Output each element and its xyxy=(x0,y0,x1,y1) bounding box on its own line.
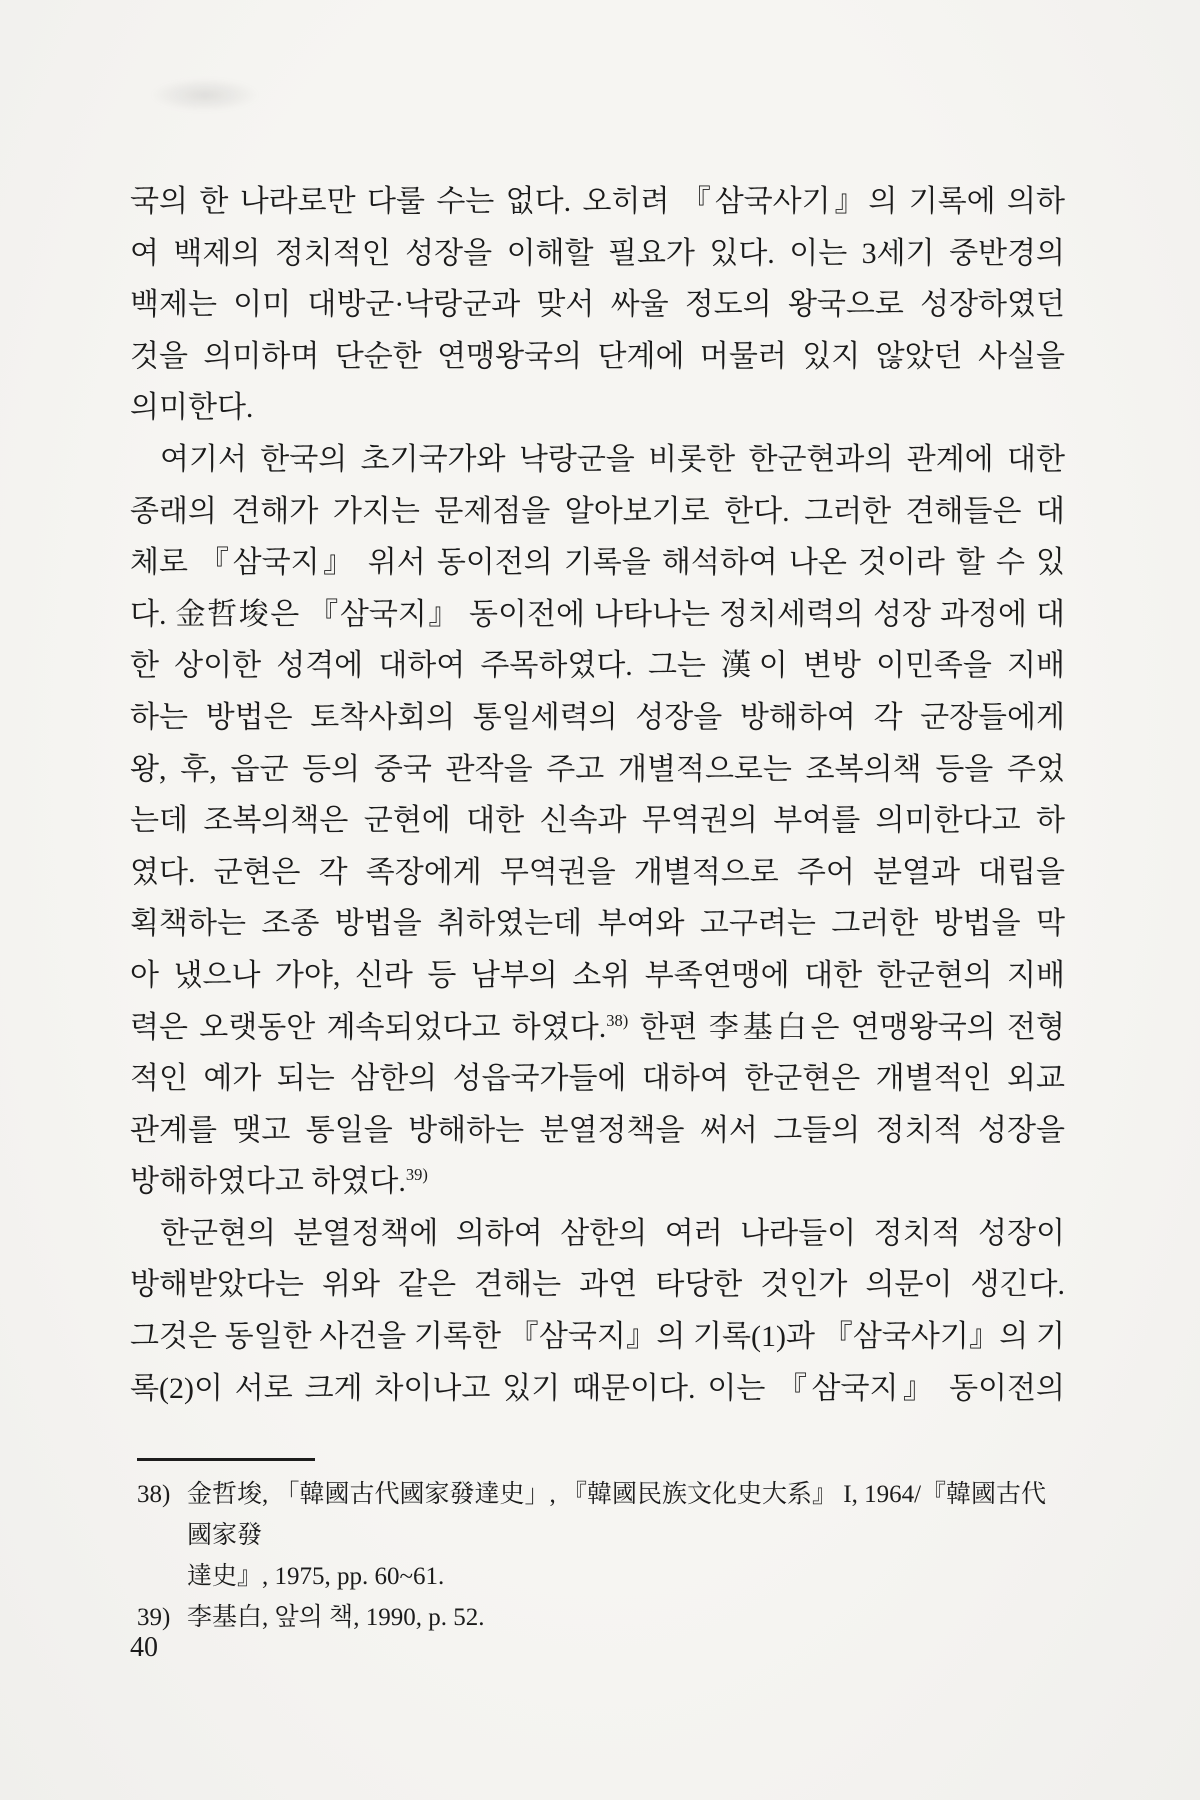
text-line: 다. 金哲埈은 『삼국지』 동이전에 나타나는 정치세력의 성장 과정에 대 xyxy=(130,597,1065,631)
page-number: 40 xyxy=(130,1632,158,1663)
text-line: 는데 조복의책은 군현에 대한 신속과 무역권의 부여를 의미한다고 하 xyxy=(130,804,1065,838)
text-line: 의미한다. xyxy=(130,391,254,425)
body-text xyxy=(130,176,1065,1414)
text-line: 였다. 군현은 각 족장에게 무역권을 개별적으로 주어 분열과 대립을 xyxy=(130,855,1065,889)
text-line: 아 냈으나 가야, 신라 등 남부의 소위 부족연맹에 대한 한군현의 지배 xyxy=(130,958,1065,992)
footnote-item xyxy=(137,1597,1067,1638)
footnotes xyxy=(137,1474,1067,1638)
text-line: 종래의 견해가 가지는 문제점을 알아보기로 한다. 그러한 견해들은 대 xyxy=(130,494,1065,528)
footnote-line: 李基白, 앞의 책, 1990, p. 52. xyxy=(187,1604,485,1631)
text-line: 록(2)이 서로 크게 차이나고 있기 때문이다. 이는 『삼국지』 동이전의 xyxy=(130,1371,1065,1405)
text-line: 체로 『삼국지』 위서 동이전의 기록을 해석하여 나온 것이라 할 수 있 xyxy=(130,546,1065,580)
footnote-ref: 38) xyxy=(606,1010,629,1030)
text-line: 력은 오랫동안 계속되었다고 하였다.$^{38)}$ 한편 李基白은 연맹왕국의 전형 xyxy=(130,1010,1065,1044)
footnote-separator-rule xyxy=(137,1458,315,1461)
text-line: 여 백제의 정치적인 성장을 이해할 필요가 있다. 이는 3세기 중반경의 xyxy=(130,236,1065,270)
text-line: 방해하였다고 하였다.$^{39)}$ xyxy=(130,1165,428,1199)
footnote-line: 金哲埈, 「韓國古代國家發達史」, 『韓國民族文化史大系』 I, 1964/『韓國古代國家發 xyxy=(187,1481,1047,1549)
text-line: 방해받았다는 위와 같은 견해는 과연 타당한 것인가 의문이 생긴다. xyxy=(130,1268,1065,1302)
text-line: 한 상이한 성격에 대하여 주목하였다. 그는 漢이 변방 이민족을 지배 xyxy=(130,649,1065,683)
scan-smudge-artifact xyxy=(150,78,260,112)
text-line: 그것은 동일한 사건을 기록한 『삼국지』의 기록(1)과 『삼국사기』의 기 xyxy=(130,1320,1065,1354)
footnote-text xyxy=(187,1474,1067,1597)
text-line: 적인 예가 되는 삼한의 성읍국가들에 대하여 한군현은 개별적인 외교 xyxy=(130,1062,1065,1096)
footnote-ref: 39) xyxy=(405,1165,428,1185)
text-line: 여기서 한국의 초기국가와 낙랑군을 비롯한 한군현과의 관계에 대한 xyxy=(160,442,1065,476)
text-line: 획책하는 조종 방법을 취하였는데 부여와 고구려는 그러한 방법을 막 xyxy=(130,907,1065,941)
footnote-text xyxy=(187,1597,1067,1638)
text-line: 것을 의미하며 단순한 연맹왕국의 단계에 머물러 있지 않았던 사실을 xyxy=(130,339,1065,373)
text-line: 국의 한 나라로만 다룰 수는 없다. 오히려 『삼국사기』의 기록에 의하 xyxy=(130,185,1065,218)
footnote-number: 39) xyxy=(137,1604,171,1631)
footnote-item xyxy=(137,1474,1067,1597)
text-line: 왕, 후, 읍군 등의 중국 관작을 주고 개별적으로는 조복의책 등을 주었 xyxy=(130,752,1065,786)
footnote-number: 38) xyxy=(137,1481,171,1508)
text-line: 백제는 이미 대방군·낙랑군과 맞서 싸울 정도의 왕국으로 성장하였던 xyxy=(130,288,1065,322)
text-line: 하는 방법은 토착사회의 통일세력의 성장을 방해하여 각 군장들에게 xyxy=(130,700,1065,734)
text-line: 관계를 맺고 통일을 방해하는 분열정책을 써서 그들의 정치적 성장을 xyxy=(130,1113,1065,1147)
footnote-line: 達史』, 1975, pp. 60~61. xyxy=(187,1563,445,1590)
text-line: 한군현의 분열정책에 의하여 삼한의 여러 나라들이 정치적 성장이 xyxy=(160,1216,1065,1250)
